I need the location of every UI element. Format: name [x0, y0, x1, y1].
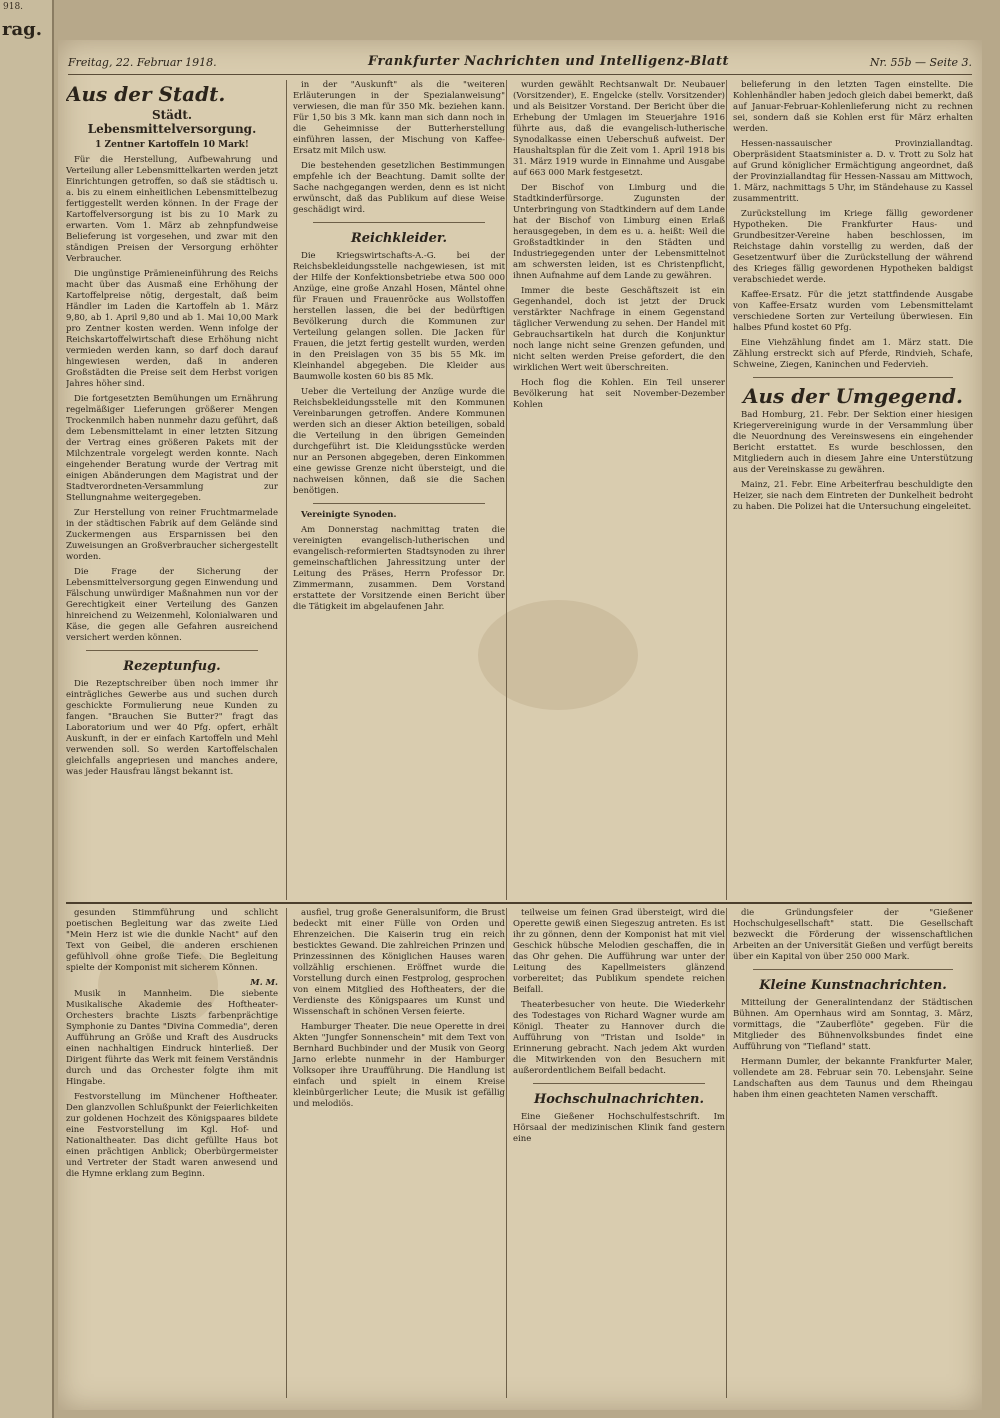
paragraph: Die Rezeptschreiber üben noch immer ihr einträgliches Gewerbe aus und suchen durch geschickte Formulierung neue Kunden zu fangen. "Brauchen Sie Butter?" fragt das Laboratorium und wer 40 Pfg. opfert, erhält Auskunft, in der er einfach Kartoffeln und Mehl verwenden soll. So werden Kartoffelschalen gleichfalls angepriesen und manches andere, was jeder Hausfrau längst bekannt ist. — [66, 679, 278, 777]
paragraph: Eine Viehzählung findet am 1. März statt. Die Zählung erstreckt sich auf Pferde, Rindvieh, Schafe, Schweine, Ziegen, Kaninchen und Federvieh. — [733, 338, 973, 370]
column-3 — [506, 80, 725, 900]
paragraph: teilweise um feinen Grad übersteigt, wird die Operette gewiß einen Siegeszug antreten. Es ist ihr zu gönnen, denn der Komponist hat mit viel Geschick hübsche Melodien geschaffen, die in das Ohr gehen. Die Aufführung war unter der Leitung des Kapellmeisters glänzend vorbereitet; das Publikum spendete reichen Beifall. — [513, 908, 725, 995]
divider — [313, 222, 485, 223]
column-2 — [286, 80, 505, 900]
paragraph: Theaterbesucher von heute. Die Wiederkehr des Todestages von Richard Wagner wurde am Königl. Theater zu Hannover durch die Aufführung von "Tristan und Isolde" in Erinnerung gebracht. Nach jedem Akt wurden die Mitwirkenden von den Besuchern mit außerordentlichem Beifall bedacht. — [513, 1000, 725, 1076]
section-title-art-news: Kleine Kunstnachrichten. — [759, 978, 947, 993]
paragraph: Mitteilung der Generalintendanz der Städtischen Bühnen. Am Opernhaus wird am Sonntag, 3. März, vormittags, die "Zauberflöte" gegeben. Für die Mitglieder des Bühnenvolksbundes findet eine Aufführung von "Tiefland" statt. — [733, 998, 973, 1052]
newspaper-page — [58, 40, 982, 1410]
article-title-clothes: Reichkleider. — [350, 231, 448, 246]
paragraph: Die ungünstige Prämieneinführung des Reichs macht über das Ausmaß eine Erhöhung der Kartoffelpreise nötig, dergestalt, daß beim Händler im Laden die Kartoffeln ab 1. März 9,80, ab 1. April 9,80 und ab 1. Mai 10,00 Mark pro Zentner kosten werden. Wenn infolge der Reichskartoffelwirtschaft diese Erhöhung nicht vermieden werden kann, so darf doch darauf hingewiesen werden, daß in anderen Großstädten die Preise seit dem Herbst vorigen Jahres höher sind. — [66, 269, 278, 389]
section-title-city: Aus der Stadt. — [66, 82, 226, 106]
paragraph: Hermann Dumler, der bekannte Frankfurter Maler, vollendete am 28. Februar sein 70. Lebensjahr. Seine Landschaften aus dem Taunus und dem Rheingau haben ihm einen geachteten Namen verschafft. — [733, 1057, 973, 1100]
divider — [753, 969, 953, 970]
divider — [86, 650, 258, 651]
paragraph: Die Frage der Sicherung der Lebensmittelversorgung gegen Einwendung und Fälschung unwürdiger Maßnahmen nun vor der Gerechtigkeit einer Verteilung des Ganzen hinreichend zu Weizenmehl, Kolonialwaren und Käse, die gegen alle Gefahren ausreichend versichert werden können. — [66, 567, 278, 643]
feuilleton-column-2 — [286, 908, 505, 1398]
paragraph: die Gründungsfeier der "Gießener Hochschulgesellschaft" statt. Die Gesellschaft bezweckt die Förderung der wissenschaftlichen Arbeiten an der Universität Gießen und verfügt bereits über ein Kapital von über 250 000 Mark. — [733, 908, 973, 962]
article-title-recipe: Rezeptunfug. — [123, 659, 221, 674]
paragraph: Festvorstellung im Münchener Hoftheater. Den glanzvollen Schlußpunkt der Feierlichkeiten zur goldenen Hochzeit des Königspaares bildete eine Festvorstellung im Kgl. Hof- und Nationaltheater. Das dicht gefüllte Haus bot einen prächtigen Anblick; Oberbürgermeister und Vertreter der Stadt waren anwesend und die Hymne erklang zum Beginn. — [66, 1092, 278, 1179]
issue-number: Nr. 55b — Seite 3. — [869, 56, 972, 69]
divider — [753, 377, 953, 378]
paragraph: ausfiel, trug große Generalsuniform, die Brust bedeckt mit einer Fülle von Orden und Ehrenzeichen. Die Kaiserin trug ein reich besticktes Gewand. Die zahlreichen Prinzen und Prinzessinnen des Königlichen Hauses waren vollzählig erschienen. Eröffnet wurde die Vorstellung durch einen Festprolog, gesprochen von einem Mitglied des Hoftheaters, der die Verdienste des Königspaares um Kunst und Wissenschaft in schönen Versen feierte. — [293, 908, 505, 1017]
paragraph: Die Kriegswirtschafts-A.-G. bei der Reichsbekleidungsstelle nachgewiesen, ist mit der Hilfe der Konfektionsbetriebe etwa 500 000 Anzüge, eine große Anzahl Hosen, Mäntel ohne für Frauen und Frauenröcke aus Wollstoffen herstellen lassen, die bei der bedürftigen Bevölkerung durch die Kommunen zur Verteilung gelangen sollen. Die Jacken für Frauen, die jetzt fertig gestellt wurden, werden in den Preislagen von 35 bis 55 Mk. im Kleinhandel abgegeben. Die Kleider aus Baumwolle kosten 60 bis 85 Mk. — [293, 251, 505, 382]
paragraph: Ueber die Verteilung der Anzüge wurde die Reichsbekleidungsstelle mit den Kommunen Vereinbarungen getroffen. Andere Kommunen werden sich an dieser Aktion beteiligen, sobald die Verteilung in den übrigen Gemeinden durchgeführt ist. Die Kleidungsstücke werden nur an Personen abgegeben, deren Einkommen eine gewisse Grenze nicht übersteigt, und die nachweisen können, daß sie die Sachen benötigen. — [293, 387, 505, 496]
paragraph: Für die Herstellung, Aufbewahrung und Verteilung aller Lebensmittelkarten werden jetzt Einrichtungen getroffen, so daß sie städtisch u. a. bis zu einem einheitlichen Lebensmittelbezug fertiggestellt werden können. In der Frage der Kartoffelversorgung ist bis zu 10 Mark zu erwarten. Vom 1. März ab zehnpfundweise Belieferung ist vorgesehen, und zwar mit den ständigen Preisen der Versorgung erhöhter Verbraucher. — [66, 155, 278, 264]
paragraph: Hamburger Theater. Die neue Operette in drei Akten "Jungfer Sonnenschein" mit dem Text von Bernhard Buchbinder und der Musik von Georg Jarno erlebte nunmehr in der Hamburger Volksoper ihre Uraufführung. Die Handlung ist einfach und spielt in einem Kreise kleinbürgerlicher Leute; die Musik ist gefällig und melodiös. — [293, 1022, 505, 1109]
previous-page-fragment: rag. — [2, 19, 42, 40]
previous-page-edge — [0, 0, 54, 1418]
column-1 — [66, 80, 278, 900]
paragraph: Die bestehenden gesetzlichen Bestimmungen empfehle ich der Beachtung. Damit sollte der Sache nachgegangen werden, denn es ist nicht erwünscht, daß das Publikum auf diese Weise geschädigt wird. — [293, 161, 505, 215]
feuilleton-column-3 — [506, 908, 725, 1398]
divider — [313, 503, 485, 504]
paragraph: Eine Gießener Hochschulfestschrift. Im Hörsaal der medizinischen Klinik fand gestern eine — [513, 1112, 725, 1144]
article-title-food-supply: Städt. Lebensmittelversorgung. — [87, 108, 257, 136]
paragraph: Mainz, 21. Febr. Eine Arbeiterfrau beschuldigte den Heizer, sie nach dem Eintreten der Dunkelheit bedroht zu haben. Die Polizei hat die Untersuchung eingeleitet. — [733, 480, 973, 512]
paragraph: Bad Homburg, 21. Febr. Der Sektion einer hiesigen Kriegervereinigung wurde in der Versammlung über die Neuordnung des Vereinswesens ein eingehender Bericht erstattet. Es wurde beschlossen, den Mitgliedern auch in diesem Jahre eine Unterstützung aus der Vereinskasse zu gewähren. — [733, 410, 973, 475]
section-title-surroundings: Aus der Umgegend. — [743, 384, 963, 408]
page-header — [68, 54, 972, 75]
paragraph: Zur Herstellung von reiner Fruchtmarmelade in der städtischen Fabrik auf dem Gelände sind Zuckermengen aus Ersparnissen bei den Zuweisungen an Großverbraucher sichergestellt worden. — [66, 508, 278, 562]
paragraph: Hessen-nassauischer Provinziallandtag. Oberpräsident Staatsminister a. D. v. Trott zu Solz hat auf Grund königlicher Ermächtigung angeordnet, daß der Provinziallandtag für Hessen-Nassau am Mittwoch, 1. März, nachmittags 5 Uhr, im Ständehause zu Kassel zusammentritt. — [733, 139, 973, 204]
feuilleton-column-1 — [66, 908, 278, 1398]
masthead: Frankfurter Nachrichten und Intelligenz-Blatt — [368, 54, 729, 69]
paragraph: Die fortgesetzten Bemühungen um Ernährung regelmäßiger Lieferungen größerer Mengen Trockenmilch haben nunmehr dazu geführt, daß dem Lebensmittelamt in einer letzten Sitzung der Vertrag eines größeren Pakets mit der Milchzentrale vorgelegt werden konnte. Nach eingehender Beratung wurde der Vertrag mit einigen Abänderungen dem Magistrat und der Stadtverordneten-Versammlung zur Stellungnahme weitergegeben. — [66, 394, 278, 503]
paragraph: belieferung in den letzten Tagen einstellte. Die Kohlenhändler haben jedoch gleich dabei bemerkt, daß auf Januar-Februar-Kohlenlieferung nicht zu rechnen sei, sondern daß sie Kohlen erst für März erhalten werden. — [733, 80, 973, 134]
paragraph-synods: Vereinigte Synoden. — [301, 510, 397, 520]
paragraph: Immer die beste Geschäftszeit ist ein Gegenhandel, doch ist jetzt der Druck verstärkter Nachfrage in einem Gegenstand täglicher Verwendung zu sehen. Der Handel mit Gebrauchsartikeln hat durch die Konjunktur noch lange nicht seine Grenzen gefunden, und nicht selten werden Preise gefordert, die den wirklichen Wert weit überschreiten. — [513, 286, 725, 373]
feuilleton-divider — [66, 902, 972, 904]
divider — [533, 1083, 705, 1084]
paragraph: gesunden Stimmführung und schlicht poetischen Begleitung war das zweite Lied "Mein Herz ist wie die dunkle Nacht" auf den Text von Geibel, die anderen erschienen gefühlvoll ohne große Tiefe. Die Begleitung spielte der Komponist mit sicherem Können. — [66, 908, 278, 973]
feuilleton-column-4 — [726, 908, 973, 1398]
author-signature: M. M. — [250, 978, 278, 988]
article-lead: 1 Zentner Kartoffeln 10 Mark! — [95, 140, 249, 150]
paragraph: Musik in Mannheim. Die siebente Musikalische Akademie des Hoftheater-Orchesters brachte Liszts farbenprächtige Symphonie zu Dantes "Divina Commedia", deren Aufführung an Größe und Kraft des Ausdrucks einen nachhaltigen Eindruck hinterließ. Der Dirigent führte das Werk mit feinem Verständnis durch und das Orchester folgte ihm mit Hingabe. — [66, 989, 278, 1087]
paragraph: Der Bischof von Limburg und die Stadtkinderfürsorge. Zugunsten der Unterbringung von Stadtkindern auf dem Lande hat der Bischof von Limburg einen Erlaß herausgegeben, in dem es u. a. heißt: Weil die Großstadtkinder in den Städten und Industriegegenden unter der Lebensmittelnot am schwersten leiden, ist es Christenpflicht, ihnen Aufnahme auf dem Lande zu gewähren. — [513, 183, 725, 281]
paragraph: wurden gewählt Rechtsanwalt Dr. Neubauer (Vorsitzender), E. Engelcke (stellv. Vorsitzender) und als Beisitzer Vorstand. Der Bericht über die Erhebung der Umlagen im Steuerjahre 1916 führte aus, daß die evangelisch-lutherische Synodalkasse einen Ueberschuß aufweist. Der Haushaltsplan für die Zeit vom 1. April 1918 bis 31. März 1919 wurde in Einnahme und Ausgabe auf 663 000 Mark festgesetzt. — [513, 80, 725, 178]
paragraph: in der "Auskunft" als die "weiteren Erläuterungen in der Spezialanweisung" verwiesen, die man für 350 Mk. beziehen kann. Für 1,50 bis 3 Mk. kann man sich dann noch in die Geheimnisse der Butterherstellung einführen lassen, der Mischung von Kaffee-Ersatz mit Milch usw. — [293, 80, 505, 156]
paragraph: Hoch flog die Kohlen. Ein Teil unserer Bevölkerung hat seit November-Dezember Kohlen — [513, 378, 725, 410]
issue-date: Freitag, 22. Februar 1918. — [68, 56, 217, 69]
paragraph: Am Donnerstag nachmittag traten die vereinigten evangelisch-lutherischen und evangelisch-reformierten Stadtsynoden zu ihrer gemeinschaftlichen Jahressitzung unter der Leitung des Präses, Herrn Professor Dr. Zimmermann, zusammen. Dem Vorstand erstattete der Vorsitzende einen Bericht über die Tätigkeit im abgelaufenen Jahr. — [293, 525, 505, 612]
paragraph: Kaffee-Ersatz. Für die jetzt stattfindende Ausgabe von Kaffee-Ersatz wurden vom Lebensmittelamt verschiedene Sorten zur Verteilung überwiesen. Ein halbes Pfund kostet 60 Pfg. — [733, 290, 973, 333]
column-4 — [726, 80, 973, 900]
section-title-university: Hochschulnachrichten. — [533, 1092, 705, 1107]
previous-page-number: 918. — [3, 2, 24, 12]
paragraph: Zurückstellung im Kriege fällig gewordener Hypotheken. Die Frankfurter Haus- und Grundbesitzer-Vereine haben beschlossen, im Reichstage dahin vorstellig zu werden, daß der Gesetzentwurf über die Zurückstellung der während des Krieges fällig gewordenen Hypotheken baldigst verabschiedet werde. — [733, 209, 973, 285]
